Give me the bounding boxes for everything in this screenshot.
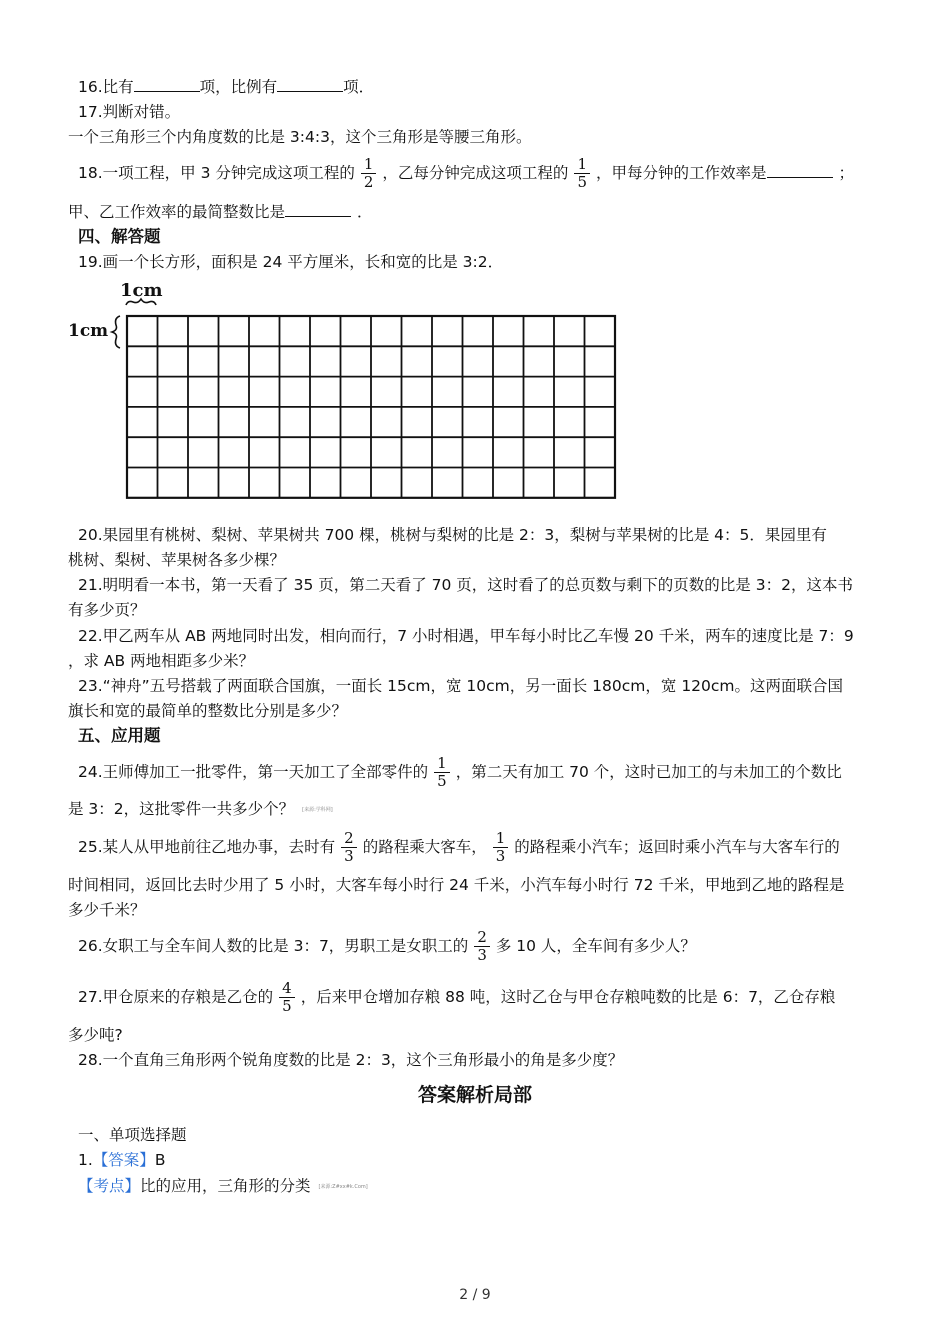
q28: 28.一个直角三角形两个锐角度数的比是 2：3，这个三角形最小的角是多少度？ [78, 1051, 624, 1069]
kaodian-tag: 【考点】 [78, 1177, 141, 1195]
q18: 18.一项工程，甲 3 分钟完成这项工程的 $\frac{1}{2}$ ，乙每分钟完成这项工程的 $\frac{1}{5}$ ，甲每分钟的工作效率是 ； [78, 155, 855, 191]
q17-title: 17.判断对错。 [78, 103, 181, 121]
answer-blank[interactable] [134, 77, 200, 92]
q21-l2: 有多少页？ [68, 601, 146, 619]
answer-1: 1.【答案】B [78, 1151, 166, 1169]
q24-l2: 是 3：2，这批零件一共多少个？ [来源:学科网] [68, 800, 333, 818]
source-note: [来源:学科网] [302, 806, 333, 813]
q20-l1: 20.果园里有桃树、梨树、苹果树共 700 棵，桃树与梨树的比是 2：3，梨树与苹果树的比是 4：5．果园里有 [78, 526, 827, 544]
q21-l1: 21.明明看一本书，第一天看了 35 页，第二天看了 70 页，这时看了的总页数与剩下的页数的比是 3：2，这本书 [78, 576, 853, 594]
section-heading: 五、应用题 [78, 726, 161, 745]
page-number: 2 / 9 [459, 1287, 491, 1303]
q27: 27.甲仓原来的存粮是乙仓的 $\frac{4}{5}$ ，后来甲仓增加存粮 88 吨，这时乙仓与甲仓存粮吨数的比是 6：7，乙仓存粮 [78, 979, 836, 1015]
kaodian: 【考点】比的应用，三角形的分类 [来源:Z#xx#k.Com] [78, 1177, 368, 1195]
answer-blank[interactable] [285, 202, 351, 217]
q25: 25.某人从甲地前往乙地办事，去时有 $\frac{2}{3}$ 的路程乘大客车， $\frac{1}{3}$ 的路程乘小汽车；返回时乘小汽车与大客车行的 [78, 829, 840, 865]
answer-blank[interactable] [767, 163, 833, 178]
q16: 16.比有 项，比例有 项． [78, 78, 375, 96]
q23-l2: 旗长和宽的最简单的整数比分别是多少？ [68, 702, 348, 720]
q25-l3: 多少千米？ [68, 901, 146, 919]
q25-l2: 时间相同，返回比去时少用了 5 小时，大客车每小时行 24 千米，小汽车每小时行 72 千米，甲地到乙地的路程是 [68, 876, 845, 894]
answer-section-title: 答案解析局部 [417, 1084, 532, 1106]
answer-blank[interactable] [277, 77, 343, 92]
q22-l1: 22.甲乙两车从 AB 两地同时出发，相向而行，7 小时相遇，甲车每小时比乙车慢 20 千米，两车的速度比是 7：9 [78, 627, 854, 645]
fraction: $\frac{4}{5}$ [279, 980, 295, 1015]
q27-l2: 多少吨? [68, 1026, 123, 1044]
grid-left-label: 1cm [68, 321, 109, 341]
answer-subsection: 一、单项选择题 [78, 1126, 187, 1144]
q17-statement: 一个三角形三个内角度数的比是 3:4:3，这个三角形是等腰三角形。 [68, 128, 532, 146]
grid-figure [68, 278, 628, 508]
brace-icon [112, 316, 120, 348]
q18-line2: 甲、乙工作效率的最简整数比是 ． [68, 203, 373, 221]
q24: 24.王师傅加工一批零件，第一天加工了全部零件的 $\frac{1}{5}$ ，第二天有加工 70 个，这时已加工的与未加工的个数比 [78, 754, 842, 790]
fraction: $\frac{1}{5}$ [574, 156, 590, 191]
q20-l2: 桃树、梨树、苹果树各多少棵？ [68, 551, 286, 569]
section-heading: 四、解答题 [78, 227, 161, 246]
q19: 19.画一个长方形，面积是 24 平方厘米，长和宽的比是 3:2． [78, 253, 504, 271]
fraction: $\frac{2}{3}$ [474, 929, 490, 964]
q23-l1: 23.“神舟”五号搭载了两面联合国旗，一面长 15cm，宽 10cm，另一面长 180cm，宽 120cm。这两面联合国 [78, 677, 844, 695]
answer-tag: 【答案】 [92, 1151, 155, 1169]
fraction: $\frac{1}{5}$ [434, 755, 450, 790]
fraction: $\frac{1}{2}$ [361, 156, 377, 191]
q22-l2: ，求 AB 两地相距多少米？ [68, 652, 255, 670]
fraction: $\frac{1}{3}$ [493, 830, 509, 865]
grid-svg [68, 278, 628, 504]
fraction: $\frac{2}{3}$ [341, 830, 357, 865]
grid-lines [127, 316, 615, 498]
q26: 26.女职工与全车间人数的比是 3：7，男职工是女职工的 $\frac{2}{3}$ 多 10 人，全车间有多少人？ [78, 928, 696, 964]
grid-top-label: 1cm [120, 280, 163, 301]
source-note: [来源:Z#xx#k.Com] [318, 1183, 368, 1190]
